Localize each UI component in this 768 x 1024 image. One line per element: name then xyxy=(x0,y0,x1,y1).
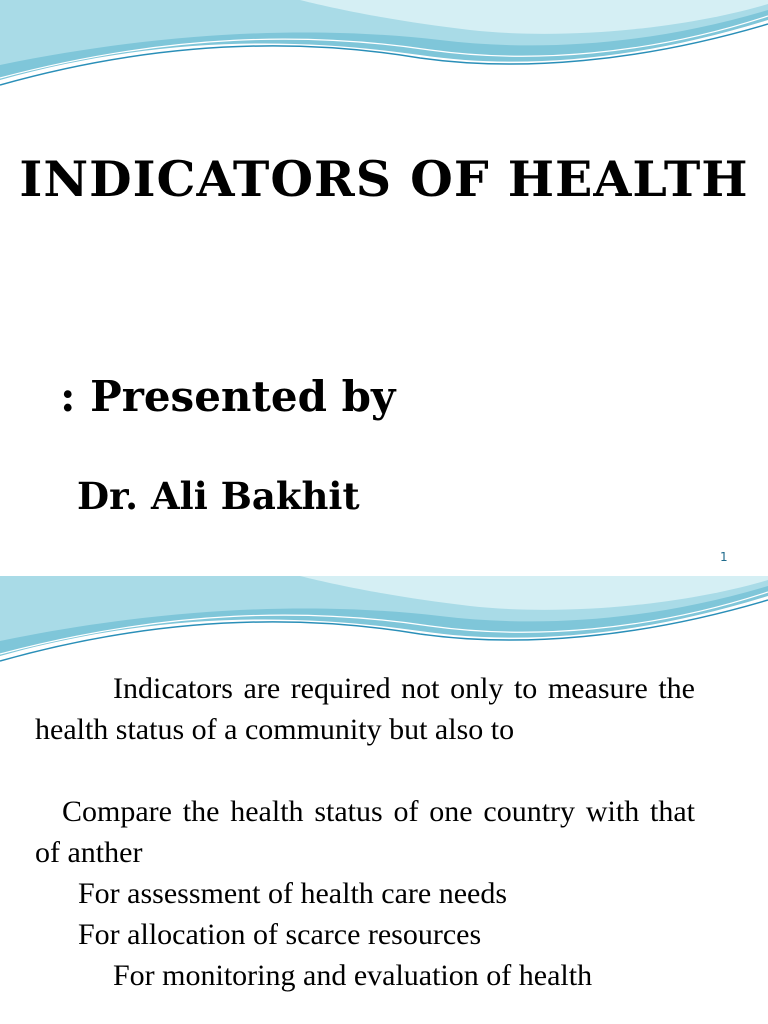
compare-paragraph: Compare the health status of one country with that of anther xyxy=(35,795,695,869)
list-item: For allocation of scarce resources xyxy=(78,918,482,951)
slide-number: 1 xyxy=(720,550,728,564)
presented-by-label: : Presented by xyxy=(60,372,396,421)
slide-title: INDICATORS OF HEALTH xyxy=(19,150,749,208)
wave-decoration xyxy=(0,0,768,100)
slide-2 xyxy=(0,576,768,1024)
list-item: For assessment of health care needs xyxy=(78,877,508,910)
slide-body xyxy=(35,668,695,996)
list-item: For monitoring and evaluation of health xyxy=(113,959,593,992)
wave-decoration xyxy=(0,576,768,676)
intro-paragraph: Indicators are required not only to measure the health status of a community but also to xyxy=(35,672,695,746)
author-name: Dr. Ali Bakhit xyxy=(77,474,360,518)
